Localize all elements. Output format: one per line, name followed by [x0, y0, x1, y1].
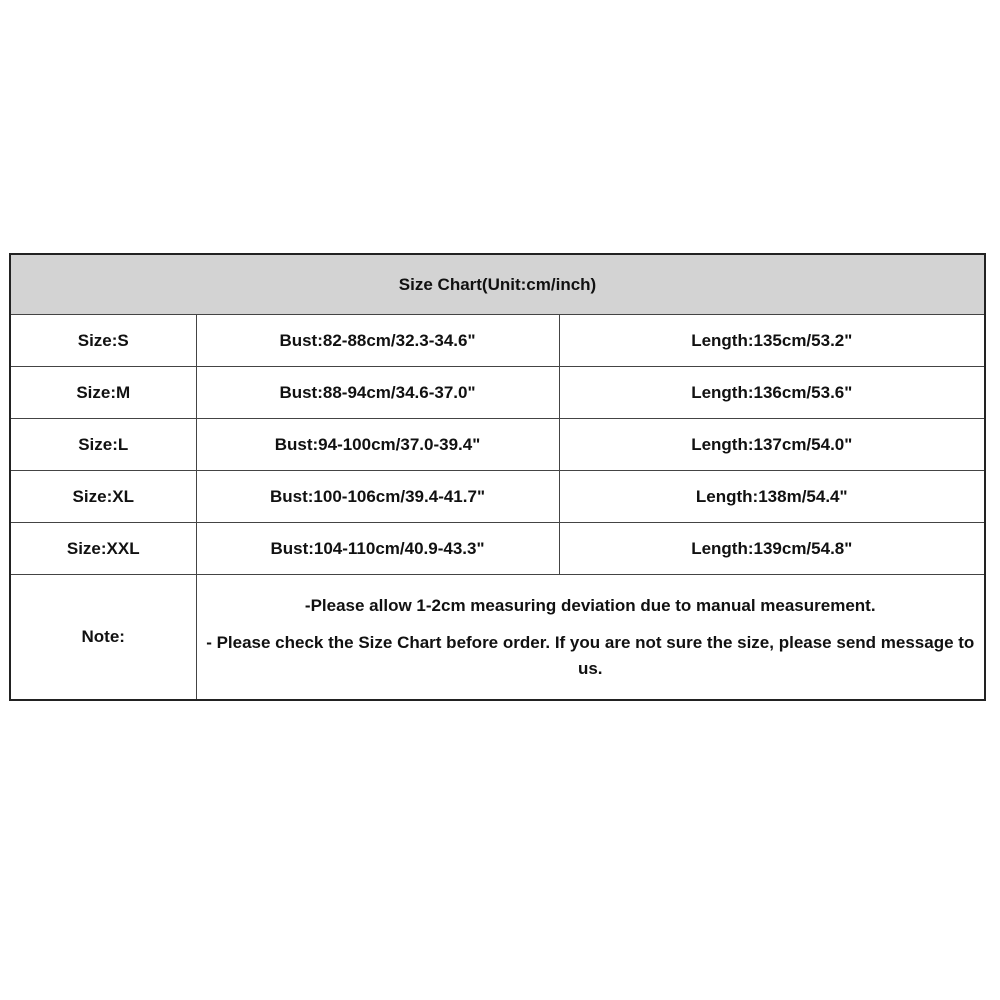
- note-row: [10, 575, 985, 701]
- table-row: [10, 471, 985, 523]
- table-row: [10, 419, 985, 471]
- size-cell: Size:L: [10, 419, 196, 471]
- length-cell: Length:135cm/53.2": [559, 315, 985, 367]
- bust-cell: Bust:104-110cm/40.9-43.3": [196, 523, 559, 575]
- size-chart-table: [9, 253, 986, 701]
- length-cell: Length:139cm/54.8": [559, 523, 985, 575]
- size-cell: Size:S: [10, 315, 196, 367]
- length-cell: Length:137cm/54.0": [559, 419, 985, 471]
- bust-cell: Bust:88-94cm/34.6-37.0": [196, 367, 559, 419]
- note-line-deviation: -Please allow 1-2cm measuring deviation due to manual measurement.: [304, 595, 876, 615]
- size-cell: Size:M: [10, 367, 196, 419]
- bust-cell: Bust:100-106cm/39.4-41.7": [196, 471, 559, 523]
- size-chart-title: Size Chart(Unit:cm/inch): [10, 254, 985, 315]
- size-cell: Size:XL: [10, 471, 196, 523]
- length-cell: Length:136cm/53.6": [559, 367, 985, 419]
- bust-cell: Bust:82-88cm/32.3-34.6": [196, 315, 559, 367]
- table-row: [10, 315, 985, 367]
- table-row: [10, 523, 985, 575]
- size-cell: Size:XXL: [10, 523, 196, 575]
- note-text: [196, 575, 985, 701]
- length-cell: Length:138m/54.4": [559, 471, 985, 523]
- note-line-check: - Please check the Size Chart before order. If you are not sure the size, please send message to us.: [206, 632, 975, 678]
- bust-cell: Bust:94-100cm/37.0-39.4": [196, 419, 559, 471]
- table-row: [10, 367, 985, 419]
- note-label: Note:: [10, 575, 196, 701]
